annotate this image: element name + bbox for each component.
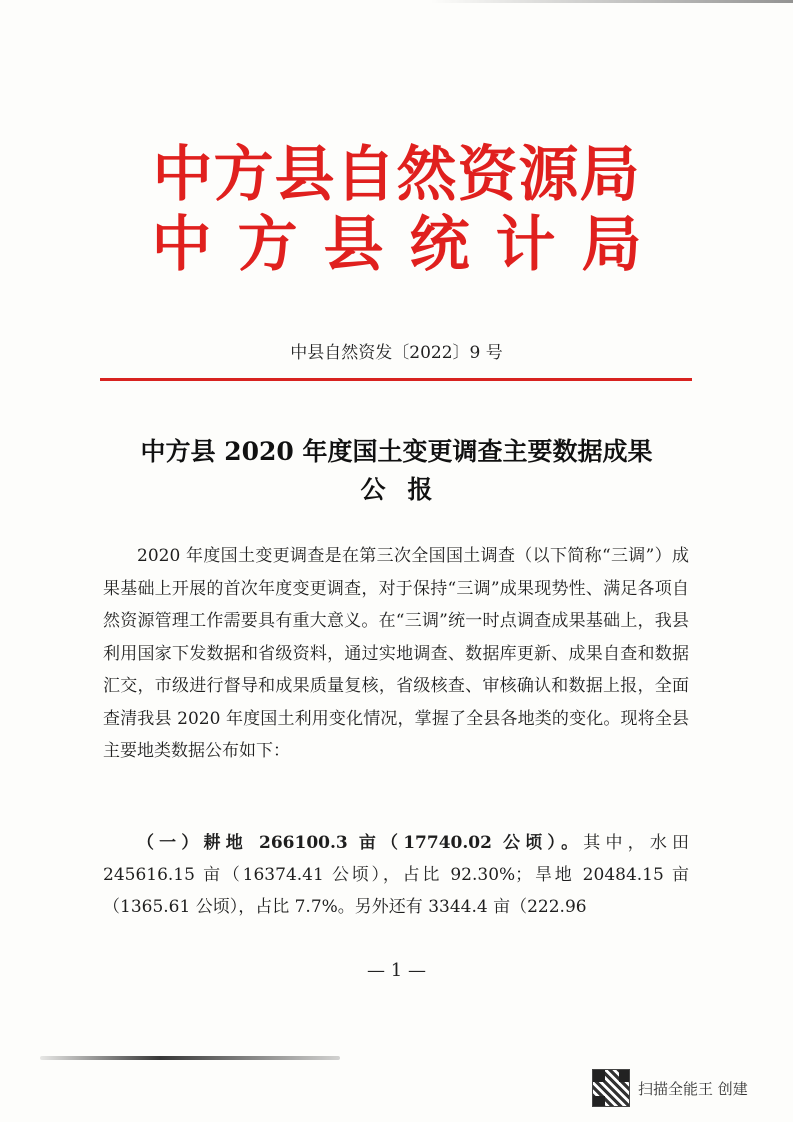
section-cultivated-land bbox=[103, 827, 689, 923]
red-divider-line bbox=[100, 378, 692, 381]
scan-edge-shadow-bottom bbox=[40, 1056, 340, 1060]
intro-paragraph: 2020 年度国土变更调查是在第三次全国国土调查（以下简称“三调”）成果基础上开展的首次年度变更调查，对于保持“三调”成果现势性、满足各项自然资源管理工作需要具有重大意义。在“三调”统一时点调查成果基础上，我县利用国家下发数据和省级资料，通过实地调查、数据库更新、成果自查和数据汇交，市级进行督导和成果质量复核，省级核查、审核确认和数据上报，全面查清我县 2020 年度国土利用变化情况，掌握了全县各地类的变化。现将全县主要地类数据公布如下： bbox=[103, 546, 689, 761]
watermark-text: 扫描全能王 创建 bbox=[638, 1079, 748, 1098]
page-number: — 1 — bbox=[367, 960, 426, 981]
qr-code-icon bbox=[592, 1069, 630, 1107]
document-title-subline: 公报 bbox=[360, 475, 455, 504]
document-number: 中县自然资发〔2022〕9 号 bbox=[290, 343, 503, 363]
section-text: 其中，水田 245616.15 亩（16374.41 公顷），占比 92.30%；旱地 20484.15 亩（1365.61 公顷），占比 7.7%。另外还有 3344.4 亩（222.96 bbox=[103, 833, 689, 917]
section-lead: （一）耕地 266100.3 亩（17740.02 公顷）。 bbox=[137, 833, 584, 853]
scan-edge-shadow-top bbox=[430, 0, 793, 3]
scanner-watermark bbox=[592, 1068, 748, 1108]
issuer-title-statistics: 中方县统计局 bbox=[151, 210, 668, 280]
document-title: 中方县 2020 年度国土变更调查主要数据成果 bbox=[140, 437, 653, 466]
issuer-title-natural-resources: 中方县自然资源局 bbox=[152, 140, 641, 210]
